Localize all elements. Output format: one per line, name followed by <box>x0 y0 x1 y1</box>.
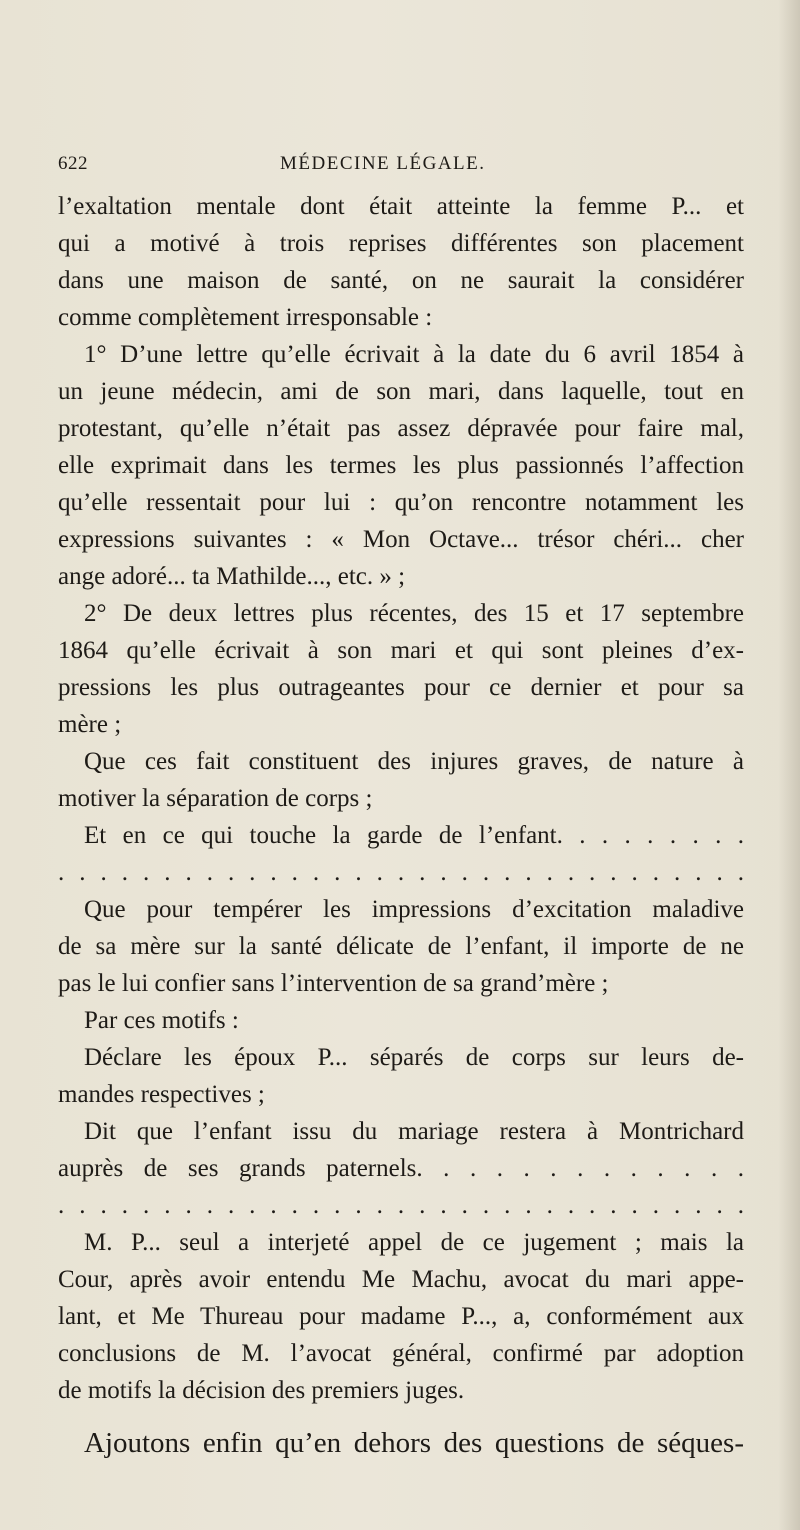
text-line: Par ces motifs : <box>84 1007 239 1034</box>
text-line: dans une maison de santé, on ne saurait la considérer <box>58 267 744 294</box>
text-line: Cour, après avoir entendu Me Machu, avocat du mari appe- <box>58 1266 744 1293</box>
text-line: 1864 qu’elle écrivait à son mari et qui sont pleines d’ex- <box>58 637 744 664</box>
text-line: Et en ce qui touche la garde de l’enfant. . . . . . . . . <box>84 822 744 849</box>
text-line: protestant, qu’elle n’était pas assez dépravée pour faire mal, <box>58 415 744 442</box>
text-line: l’exaltation mentale dont était atteinte la femme P... et <box>58 193 744 220</box>
text-line: Que ces fait constituent des injures graves, de nature à <box>84 748 744 775</box>
text-line: Que pour tempérer les impressions d’excitation maladive <box>84 896 744 923</box>
text-line: comme complètement irresponsable : <box>58 304 433 331</box>
text-line: conclusions de M. l’avocat général, confirmé par adoption <box>58 1340 744 1367</box>
text-line: motiver la séparation de corps ; <box>58 785 373 812</box>
text-line: de sa mère sur la santé délicate de l’enfant, il importe de ne <box>58 933 744 960</box>
text-line: de motifs la décision des premiers juges. <box>58 1377 465 1404</box>
ellipsis-line: . . . . . . . . . . . . . . . . . . . . . . . . . . . . . . . . . <box>58 1192 744 1219</box>
body-text <box>58 188 744 1467</box>
text-line: mère ; <box>58 711 122 738</box>
text-line: pas le lui confier sans l’intervention de sa grand’mère ; <box>58 970 609 997</box>
text-line: un jeune médecin, ami de son mari, dans laquelle, tout en <box>58 378 744 405</box>
text-line: pressions les plus outrageantes pour ce dernier et pour sa <box>58 674 744 701</box>
text-line: ange adoré... ta Mathilde..., etc. » ; <box>58 563 406 590</box>
text-line: qui a motivé à trois reprises différentes son placement <box>58 230 744 257</box>
text-line: mandes respectives ; <box>58 1081 265 1108</box>
page-header <box>58 153 748 181</box>
text-line: Ajoutons enfin qu’en dehors des questions de séques- <box>84 1427 744 1459</box>
page-number: 622 <box>58 153 88 174</box>
running-title: MÉDECINE LÉGALE. <box>280 153 486 174</box>
text-line: Dit que l’enfant issu du mariage restera à Montrichard <box>84 1118 744 1145</box>
ellipsis-line: . . . . . . . . . . . . . . . . . . . . . . . . . . . . . . . . . <box>58 859 744 886</box>
text-line: Déclare les époux P... séparés de corps sur leurs de- <box>84 1044 744 1071</box>
text-line: 1° D’une lettre qu’elle écrivait à la date du 6 avril 1854 à <box>84 341 744 368</box>
text-line: auprès de ses grands paternels. . . . . . . . . . . . . <box>58 1155 744 1182</box>
text-line: qu’elle ressentait pour lui : qu’on rencontre notamment les <box>58 489 744 516</box>
text-line: lant, et Me Thureau pour madame P..., a, conformément aux <box>58 1303 744 1330</box>
text-line: 2° De deux lettres plus récentes, des 15 et 17 septembre <box>84 600 744 627</box>
text-line: M. P... seul a interjeté appel de ce jugement ; mais la <box>84 1229 744 1256</box>
text-line: expressions suivantes : « Mon Octave... trésor chéri... cher <box>58 526 744 553</box>
page-binding-shadow <box>778 0 800 1530</box>
text-line: elle exprimait dans les termes les plus passionnés l’affection <box>58 452 744 479</box>
